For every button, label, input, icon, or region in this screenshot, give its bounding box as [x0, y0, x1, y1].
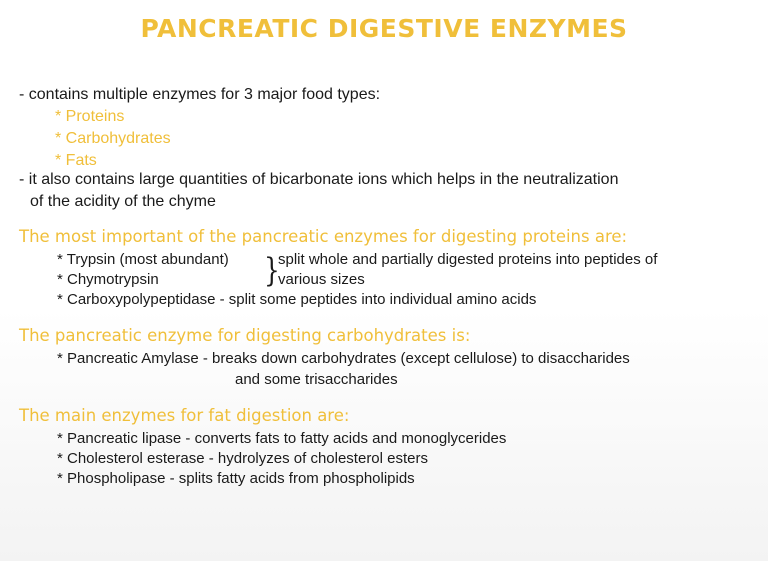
- lipase-item: * Pancreatic lipase - converts fats to fatty acids and monoglycerides: [57, 430, 507, 447]
- page-title: PANCREATIC DIGESTIVE ENZYMES: [140, 14, 628, 43]
- food-type-carbohydrates: * Carbohydrates: [55, 130, 171, 147]
- phospholipase-item: * Phospholipase - splits fatty acids from phospholipids: [57, 470, 415, 487]
- trypsin-item: * Trypsin (most abundant): [57, 251, 229, 268]
- grouping-brace: }: [264, 250, 280, 289]
- chymotrypsin-item: * Chymotrypsin: [57, 271, 159, 288]
- intro-line-2a: - it also contains large quantities of bicarbonate ions which helps in the neutralization: [19, 171, 619, 188]
- carbohydrates-heading: The pancreatic enzyme for digesting carbohydrates is:: [19, 326, 471, 345]
- proteins-heading: The most important of the pancreatic enzymes for digesting proteins are:: [19, 227, 628, 246]
- intro-line-1: - contains multiple enzymes for 3 major food types:: [19, 86, 381, 103]
- intro-line-2b: of the acidity of the chyme: [30, 193, 216, 210]
- food-type-fats: * Fats: [55, 152, 97, 169]
- carboxypolypeptidase-item: * Carboxypolypeptidase - split some peptides into individual amino acids: [57, 291, 537, 308]
- amylase-item-line-1: * Pancreatic Amylase - breaks down carbohydrates (except cellulose) to disaccharides: [57, 350, 630, 367]
- protease-desc-line-2: various sizes: [278, 271, 365, 288]
- cholesterol-esterase-item: * Cholesterol esterase - hydrolyzes of cholesterol esters: [57, 450, 429, 467]
- food-type-proteins: * Proteins: [55, 108, 125, 125]
- fats-heading: The main enzymes for fat digestion are:: [19, 406, 350, 425]
- amylase-item-line-2: and some trisaccharides: [235, 371, 398, 388]
- protease-desc-line-1: split whole and partially digested proteins into peptides of: [278, 251, 658, 268]
